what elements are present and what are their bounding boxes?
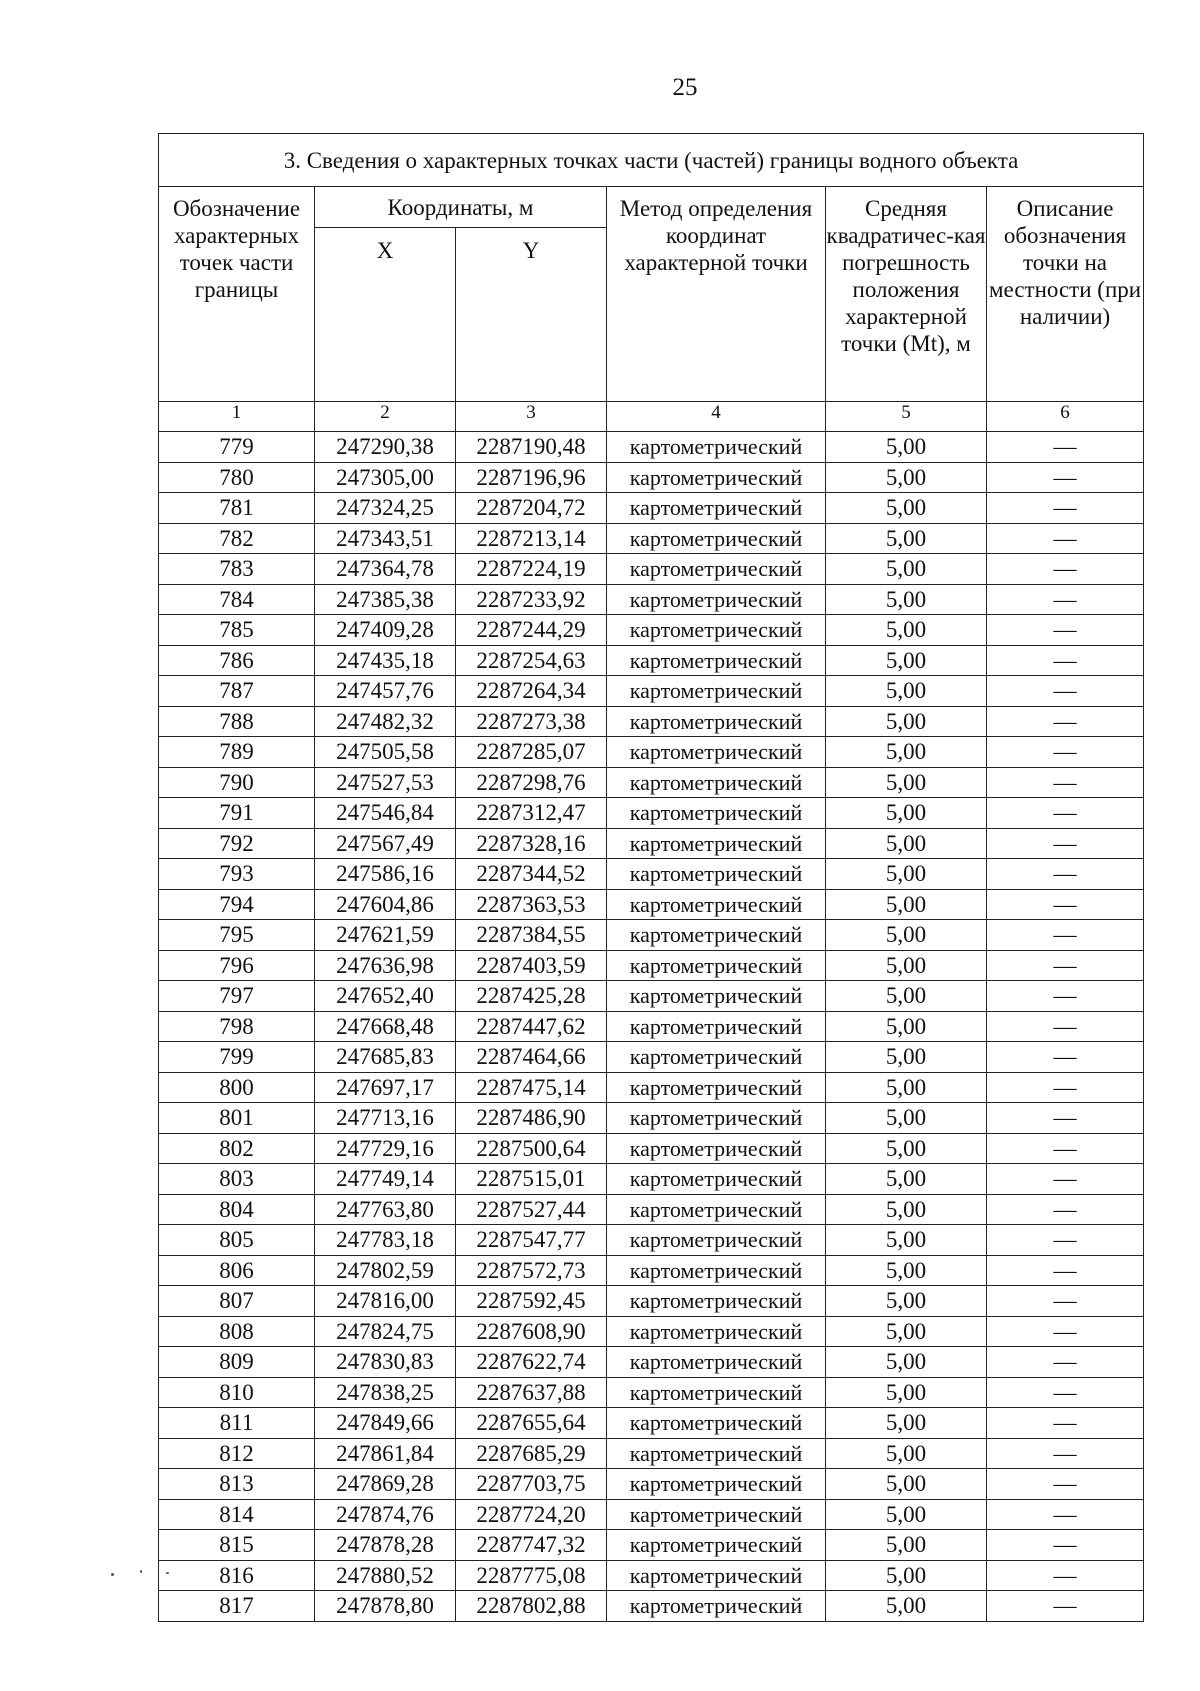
y-coordinate-cell: 2287285,07 — [456, 737, 607, 768]
table-row — [159, 615, 1144, 646]
column-number: 3 — [456, 402, 607, 432]
y-coordinate-cell: 2287775,08 — [456, 1560, 607, 1591]
point-cell: 790 — [159, 767, 315, 798]
description-cell: — — [987, 1225, 1144, 1256]
y-coordinate-cell: 2287196,96 — [456, 462, 607, 493]
x-coordinate-cell: 247505,58 — [315, 737, 456, 768]
method-cell: картометрический — [607, 523, 826, 554]
x-coordinate-cell: 247364,78 — [315, 554, 456, 585]
table-row — [159, 1377, 1144, 1408]
method-cell: картометрический — [607, 798, 826, 829]
description-cell: — — [987, 1316, 1144, 1347]
y-coordinate-cell: 2287384,55 — [456, 920, 607, 951]
description-cell: — — [987, 493, 1144, 524]
method-cell: картометрический — [607, 1469, 826, 1500]
point-cell: 782 — [159, 523, 315, 554]
x-coordinate-cell: 247435,18 — [315, 645, 456, 676]
x-coordinate-cell: 247586,16 — [315, 859, 456, 890]
table-row — [159, 767, 1144, 798]
description-cell: — — [987, 706, 1144, 737]
point-cell: 792 — [159, 828, 315, 859]
description-cell: — — [987, 737, 1144, 768]
error-cell: 5,00 — [826, 1072, 987, 1103]
method-cell: картометрический — [607, 1164, 826, 1195]
column-number-row — [159, 402, 1144, 432]
y-coordinate-cell: 2287328,16 — [456, 828, 607, 859]
table-row — [159, 706, 1144, 737]
x-coordinate-cell: 247830,83 — [315, 1347, 456, 1378]
y-coordinate-cell: 2287572,73 — [456, 1255, 607, 1286]
method-cell: картометрический — [607, 554, 826, 585]
table-row — [159, 859, 1144, 890]
point-cell: 787 — [159, 676, 315, 707]
error-cell: 5,00 — [826, 1011, 987, 1042]
y-coordinate-cell: 2287403,59 — [456, 950, 607, 981]
y-coordinate-cell: 2287622,74 — [456, 1347, 607, 1378]
header-method: Метод определения координат характерной точки — [607, 187, 826, 402]
method-cell: картометрический — [607, 981, 826, 1012]
error-cell: 5,00 — [826, 1591, 987, 1622]
point-cell: 795 — [159, 920, 315, 951]
boundary-points-table — [158, 133, 1144, 1622]
error-cell: 5,00 — [826, 1194, 987, 1225]
table-row — [159, 1347, 1144, 1378]
x-coordinate-cell: 247290,38 — [315, 432, 456, 463]
point-cell: 791 — [159, 798, 315, 829]
point-cell: 781 — [159, 493, 315, 524]
description-cell: — — [987, 1042, 1144, 1073]
method-cell: картометрический — [607, 1408, 826, 1439]
description-cell: — — [987, 523, 1144, 554]
x-coordinate-cell: 247409,28 — [315, 615, 456, 646]
error-cell: 5,00 — [826, 493, 987, 524]
error-cell: 5,00 — [826, 1316, 987, 1347]
description-cell: — — [987, 1103, 1144, 1134]
y-coordinate-cell: 2287254,63 — [456, 645, 607, 676]
error-cell: 5,00 — [826, 1560, 987, 1591]
error-cell: 5,00 — [826, 462, 987, 493]
y-coordinate-cell: 2287547,77 — [456, 1225, 607, 1256]
y-coordinate-cell: 2287244,29 — [456, 615, 607, 646]
error-cell: 5,00 — [826, 1377, 987, 1408]
table-row — [159, 1042, 1144, 1073]
error-cell: 5,00 — [826, 889, 987, 920]
y-coordinate-cell: 2287344,52 — [456, 859, 607, 890]
point-cell: 817 — [159, 1591, 315, 1622]
point-cell: 784 — [159, 584, 315, 615]
x-coordinate-cell: 247878,28 — [315, 1530, 456, 1561]
error-cell: 5,00 — [826, 1255, 987, 1286]
error-cell: 5,00 — [826, 615, 987, 646]
point-cell: 780 — [159, 462, 315, 493]
x-coordinate-cell: 247878,80 — [315, 1591, 456, 1622]
method-cell: картометрический — [607, 1316, 826, 1347]
description-cell: — — [987, 1164, 1144, 1195]
method-cell: картометрический — [607, 1072, 826, 1103]
method-cell: картометрический — [607, 1011, 826, 1042]
header-description: Описание обозначения точки на местности (при наличии) — [987, 187, 1144, 402]
point-cell: 815 — [159, 1530, 315, 1561]
table-row — [159, 1499, 1144, 1530]
x-coordinate-cell: 247783,18 — [315, 1225, 456, 1256]
error-cell: 5,00 — [826, 950, 987, 981]
table-row — [159, 1408, 1144, 1439]
error-cell: 5,00 — [826, 798, 987, 829]
x-coordinate-cell: 247749,14 — [315, 1164, 456, 1195]
y-coordinate-cell: 2287204,72 — [456, 493, 607, 524]
table-row — [159, 493, 1144, 524]
table-row — [159, 1286, 1144, 1317]
table-row — [159, 1316, 1144, 1347]
description-cell: — — [987, 432, 1144, 463]
method-cell: картометрический — [607, 584, 826, 615]
header-error: Средняя квадратичес-кая погрешность положения характерной точки (Mt), м — [826, 187, 987, 402]
description-cell: — — [987, 584, 1144, 615]
error-cell: 5,00 — [826, 676, 987, 707]
y-coordinate-cell: 2287486,90 — [456, 1103, 607, 1134]
description-cell: — — [987, 859, 1144, 890]
method-cell: картометрический — [607, 432, 826, 463]
table-row — [159, 737, 1144, 768]
column-number: 2 — [315, 402, 456, 432]
x-coordinate-cell: 247652,40 — [315, 981, 456, 1012]
header-designation: Обозначение характерных точек части границы — [159, 187, 315, 402]
table-row — [159, 645, 1144, 676]
error-cell: 5,00 — [826, 1438, 987, 1469]
table-row — [159, 1469, 1144, 1500]
y-coordinate-cell: 2287703,75 — [456, 1469, 607, 1500]
point-cell: 779 — [159, 432, 315, 463]
x-coordinate-cell: 247697,17 — [315, 1072, 456, 1103]
method-cell: картометрический — [607, 1560, 826, 1591]
method-cell: картометрический — [607, 767, 826, 798]
header-x: X — [315, 228, 456, 402]
table-row — [159, 1103, 1144, 1134]
x-coordinate-cell: 247713,16 — [315, 1103, 456, 1134]
table-row — [159, 1591, 1144, 1622]
y-coordinate-cell: 2287475,14 — [456, 1072, 607, 1103]
point-cell: 806 — [159, 1255, 315, 1286]
method-cell: картометрический — [607, 950, 826, 981]
table-row — [159, 981, 1144, 1012]
method-cell: картометрический — [607, 1225, 826, 1256]
method-cell: картометрический — [607, 1438, 826, 1469]
y-coordinate-cell: 2287637,88 — [456, 1377, 607, 1408]
y-coordinate-cell: 2287298,76 — [456, 767, 607, 798]
point-cell: 796 — [159, 950, 315, 981]
description-cell: — — [987, 462, 1144, 493]
method-cell: картометрический — [607, 1377, 826, 1408]
error-cell: 5,00 — [826, 920, 987, 951]
y-coordinate-cell: 2287312,47 — [456, 798, 607, 829]
error-cell: 5,00 — [826, 828, 987, 859]
y-coordinate-cell: 2287515,01 — [456, 1164, 607, 1195]
table-row — [159, 1164, 1144, 1195]
point-cell: 803 — [159, 1164, 315, 1195]
x-coordinate-cell: 247621,59 — [315, 920, 456, 951]
x-coordinate-cell: 247636,98 — [315, 950, 456, 981]
table-row — [159, 950, 1144, 981]
description-cell: — — [987, 981, 1144, 1012]
table-row — [159, 798, 1144, 829]
method-cell: картометрический — [607, 920, 826, 951]
point-cell: 797 — [159, 981, 315, 1012]
scan-speck — [166, 1572, 169, 1574]
method-cell: картометрический — [607, 1591, 826, 1622]
description-cell: — — [987, 676, 1144, 707]
description-cell: — — [987, 1530, 1144, 1561]
method-cell: картометрический — [607, 615, 826, 646]
error-cell: 5,00 — [826, 1042, 987, 1073]
point-cell: 804 — [159, 1194, 315, 1225]
point-cell: 794 — [159, 889, 315, 920]
x-coordinate-cell: 247816,00 — [315, 1286, 456, 1317]
page-number: 25 — [672, 74, 698, 101]
x-coordinate-cell: 247546,84 — [315, 798, 456, 829]
method-cell: картометрический — [607, 676, 826, 707]
point-cell: 786 — [159, 645, 315, 676]
error-cell: 5,00 — [826, 554, 987, 585]
method-cell: картометрический — [607, 859, 826, 890]
y-coordinate-cell: 2287724,20 — [456, 1499, 607, 1530]
x-coordinate-cell: 247869,28 — [315, 1469, 456, 1500]
y-coordinate-cell: 2287802,88 — [456, 1591, 607, 1622]
point-cell: 783 — [159, 554, 315, 585]
x-coordinate-cell: 247824,75 — [315, 1316, 456, 1347]
point-cell: 788 — [159, 706, 315, 737]
x-coordinate-cell: 247305,00 — [315, 462, 456, 493]
x-coordinate-cell: 247874,76 — [315, 1499, 456, 1530]
x-coordinate-cell: 247802,59 — [315, 1255, 456, 1286]
table-row — [159, 432, 1144, 463]
header-y: Y — [456, 228, 607, 402]
table-row — [159, 889, 1144, 920]
description-cell: — — [987, 1133, 1144, 1164]
description-cell: — — [987, 1377, 1144, 1408]
y-coordinate-cell: 2287592,45 — [456, 1286, 607, 1317]
x-coordinate-cell: 247685,83 — [315, 1042, 456, 1073]
point-cell: 793 — [159, 859, 315, 890]
error-cell: 5,00 — [826, 706, 987, 737]
method-cell: картометрический — [607, 1042, 826, 1073]
table-row — [159, 523, 1144, 554]
y-coordinate-cell: 2287608,90 — [456, 1316, 607, 1347]
point-cell: 799 — [159, 1042, 315, 1073]
point-cell: 809 — [159, 1347, 315, 1378]
x-coordinate-cell: 247604,86 — [315, 889, 456, 920]
table-row — [159, 1255, 1144, 1286]
description-cell: — — [987, 767, 1144, 798]
description-cell: — — [987, 1072, 1144, 1103]
description-cell: — — [987, 1011, 1144, 1042]
y-coordinate-cell: 2287500,64 — [456, 1133, 607, 1164]
y-coordinate-cell: 2287655,64 — [456, 1408, 607, 1439]
description-cell: — — [987, 1438, 1144, 1469]
scan-speck — [140, 1570, 142, 1573]
method-cell: картометрический — [607, 1347, 826, 1378]
method-cell: картометрический — [607, 889, 826, 920]
error-cell: 5,00 — [826, 1133, 987, 1164]
point-cell: 807 — [159, 1286, 315, 1317]
method-cell: картометрический — [607, 462, 826, 493]
error-cell: 5,00 — [826, 1347, 987, 1378]
error-cell: 5,00 — [826, 1225, 987, 1256]
x-coordinate-cell: 247343,51 — [315, 523, 456, 554]
description-cell: — — [987, 1560, 1144, 1591]
error-cell: 5,00 — [826, 1164, 987, 1195]
table-row — [159, 554, 1144, 585]
description-cell: — — [987, 1469, 1144, 1500]
point-cell: 800 — [159, 1072, 315, 1103]
description-cell: — — [987, 920, 1144, 951]
table-row — [159, 584, 1144, 615]
y-coordinate-cell: 2287224,19 — [456, 554, 607, 585]
error-cell: 5,00 — [826, 645, 987, 676]
error-cell: 5,00 — [826, 523, 987, 554]
table-row — [159, 462, 1144, 493]
description-cell: — — [987, 1347, 1144, 1378]
y-coordinate-cell: 2287447,62 — [456, 1011, 607, 1042]
description-cell: — — [987, 1255, 1144, 1286]
error-cell: 5,00 — [826, 1103, 987, 1134]
point-cell: 801 — [159, 1103, 315, 1134]
x-coordinate-cell: 247527,53 — [315, 767, 456, 798]
point-cell: 805 — [159, 1225, 315, 1256]
error-cell: 5,00 — [826, 1408, 987, 1439]
table-row — [159, 1225, 1144, 1256]
x-coordinate-cell: 247324,25 — [315, 493, 456, 524]
column-number: 6 — [987, 402, 1144, 432]
method-cell: картометрический — [607, 1499, 826, 1530]
description-cell: — — [987, 1408, 1144, 1439]
x-coordinate-cell: 247838,25 — [315, 1377, 456, 1408]
table-row — [159, 1011, 1144, 1042]
method-cell: картометрический — [607, 1133, 826, 1164]
x-coordinate-cell: 247385,38 — [315, 584, 456, 615]
x-coordinate-cell: 247668,48 — [315, 1011, 456, 1042]
method-cell: картометрический — [607, 737, 826, 768]
y-coordinate-cell: 2287213,14 — [456, 523, 607, 554]
y-coordinate-cell: 2287363,53 — [456, 889, 607, 920]
point-cell: 816 — [159, 1560, 315, 1591]
scan-speck — [111, 1573, 114, 1576]
point-cell: 802 — [159, 1133, 315, 1164]
method-cell: картометрический — [607, 1103, 826, 1134]
error-cell: 5,00 — [826, 584, 987, 615]
table-row — [159, 1560, 1144, 1591]
y-coordinate-cell: 2287233,92 — [456, 584, 607, 615]
description-cell: — — [987, 950, 1144, 981]
description-cell: — — [987, 1286, 1144, 1317]
header-coordinates: Координаты, м — [315, 187, 607, 228]
table-row — [159, 1438, 1144, 1469]
error-cell: 5,00 — [826, 1469, 987, 1500]
point-cell: 812 — [159, 1438, 315, 1469]
x-coordinate-cell: 247861,84 — [315, 1438, 456, 1469]
y-coordinate-cell: 2287425,28 — [456, 981, 607, 1012]
y-coordinate-cell: 2287747,32 — [456, 1530, 607, 1561]
point-cell: 810 — [159, 1377, 315, 1408]
description-cell: — — [987, 828, 1144, 859]
error-cell: 5,00 — [826, 432, 987, 463]
table-row — [159, 828, 1144, 859]
x-coordinate-cell: 247763,80 — [315, 1194, 456, 1225]
y-coordinate-cell: 2287527,44 — [456, 1194, 607, 1225]
x-coordinate-cell: 247849,66 — [315, 1408, 456, 1439]
point-cell: 814 — [159, 1499, 315, 1530]
x-coordinate-cell: 247880,52 — [315, 1560, 456, 1591]
method-cell: картометрический — [607, 1530, 826, 1561]
y-coordinate-cell: 2287685,29 — [456, 1438, 607, 1469]
error-cell: 5,00 — [826, 981, 987, 1012]
error-cell: 5,00 — [826, 859, 987, 890]
error-cell: 5,00 — [826, 767, 987, 798]
method-cell: картометрический — [607, 1255, 826, 1286]
table-title: 3. Сведения о характерных точках части (частей) границы водного объекта — [159, 134, 1144, 187]
column-number: 1 — [159, 402, 315, 432]
description-cell: — — [987, 554, 1144, 585]
table-row — [159, 1194, 1144, 1225]
x-coordinate-cell: 247567,49 — [315, 828, 456, 859]
x-coordinate-cell: 247729,16 — [315, 1133, 456, 1164]
table-row — [159, 1072, 1144, 1103]
description-cell: — — [987, 889, 1144, 920]
table-row — [159, 676, 1144, 707]
description-cell: — — [987, 1194, 1144, 1225]
error-cell: 5,00 — [826, 1530, 987, 1561]
error-cell: 5,00 — [826, 1286, 987, 1317]
table-row — [159, 920, 1144, 951]
point-cell: 785 — [159, 615, 315, 646]
description-cell: — — [987, 615, 1144, 646]
y-coordinate-cell: 2287190,48 — [456, 432, 607, 463]
description-cell: — — [987, 645, 1144, 676]
column-number: 5 — [826, 402, 987, 432]
point-cell: 789 — [159, 737, 315, 768]
error-cell: 5,00 — [826, 1499, 987, 1530]
description-cell: — — [987, 1591, 1144, 1622]
point-cell: 811 — [159, 1408, 315, 1439]
x-coordinate-cell: 247457,76 — [315, 676, 456, 707]
point-cell: 808 — [159, 1316, 315, 1347]
method-cell: картометрический — [607, 828, 826, 859]
point-cell: 798 — [159, 1011, 315, 1042]
table-row — [159, 1133, 1144, 1164]
description-cell: — — [987, 1499, 1144, 1530]
y-coordinate-cell: 2287264,34 — [456, 676, 607, 707]
y-coordinate-cell: 2287273,38 — [456, 706, 607, 737]
method-cell: картометрический — [607, 1286, 826, 1317]
method-cell: картометрический — [607, 645, 826, 676]
description-cell: — — [987, 798, 1144, 829]
method-cell: картометрический — [607, 706, 826, 737]
x-coordinate-cell: 247482,32 — [315, 706, 456, 737]
table-row — [159, 1530, 1144, 1561]
error-cell: 5,00 — [826, 737, 987, 768]
column-number: 4 — [607, 402, 826, 432]
point-cell: 813 — [159, 1469, 315, 1500]
method-cell: картометрический — [607, 1194, 826, 1225]
y-coordinate-cell: 2287464,66 — [456, 1042, 607, 1073]
method-cell: картометрический — [607, 493, 826, 524]
